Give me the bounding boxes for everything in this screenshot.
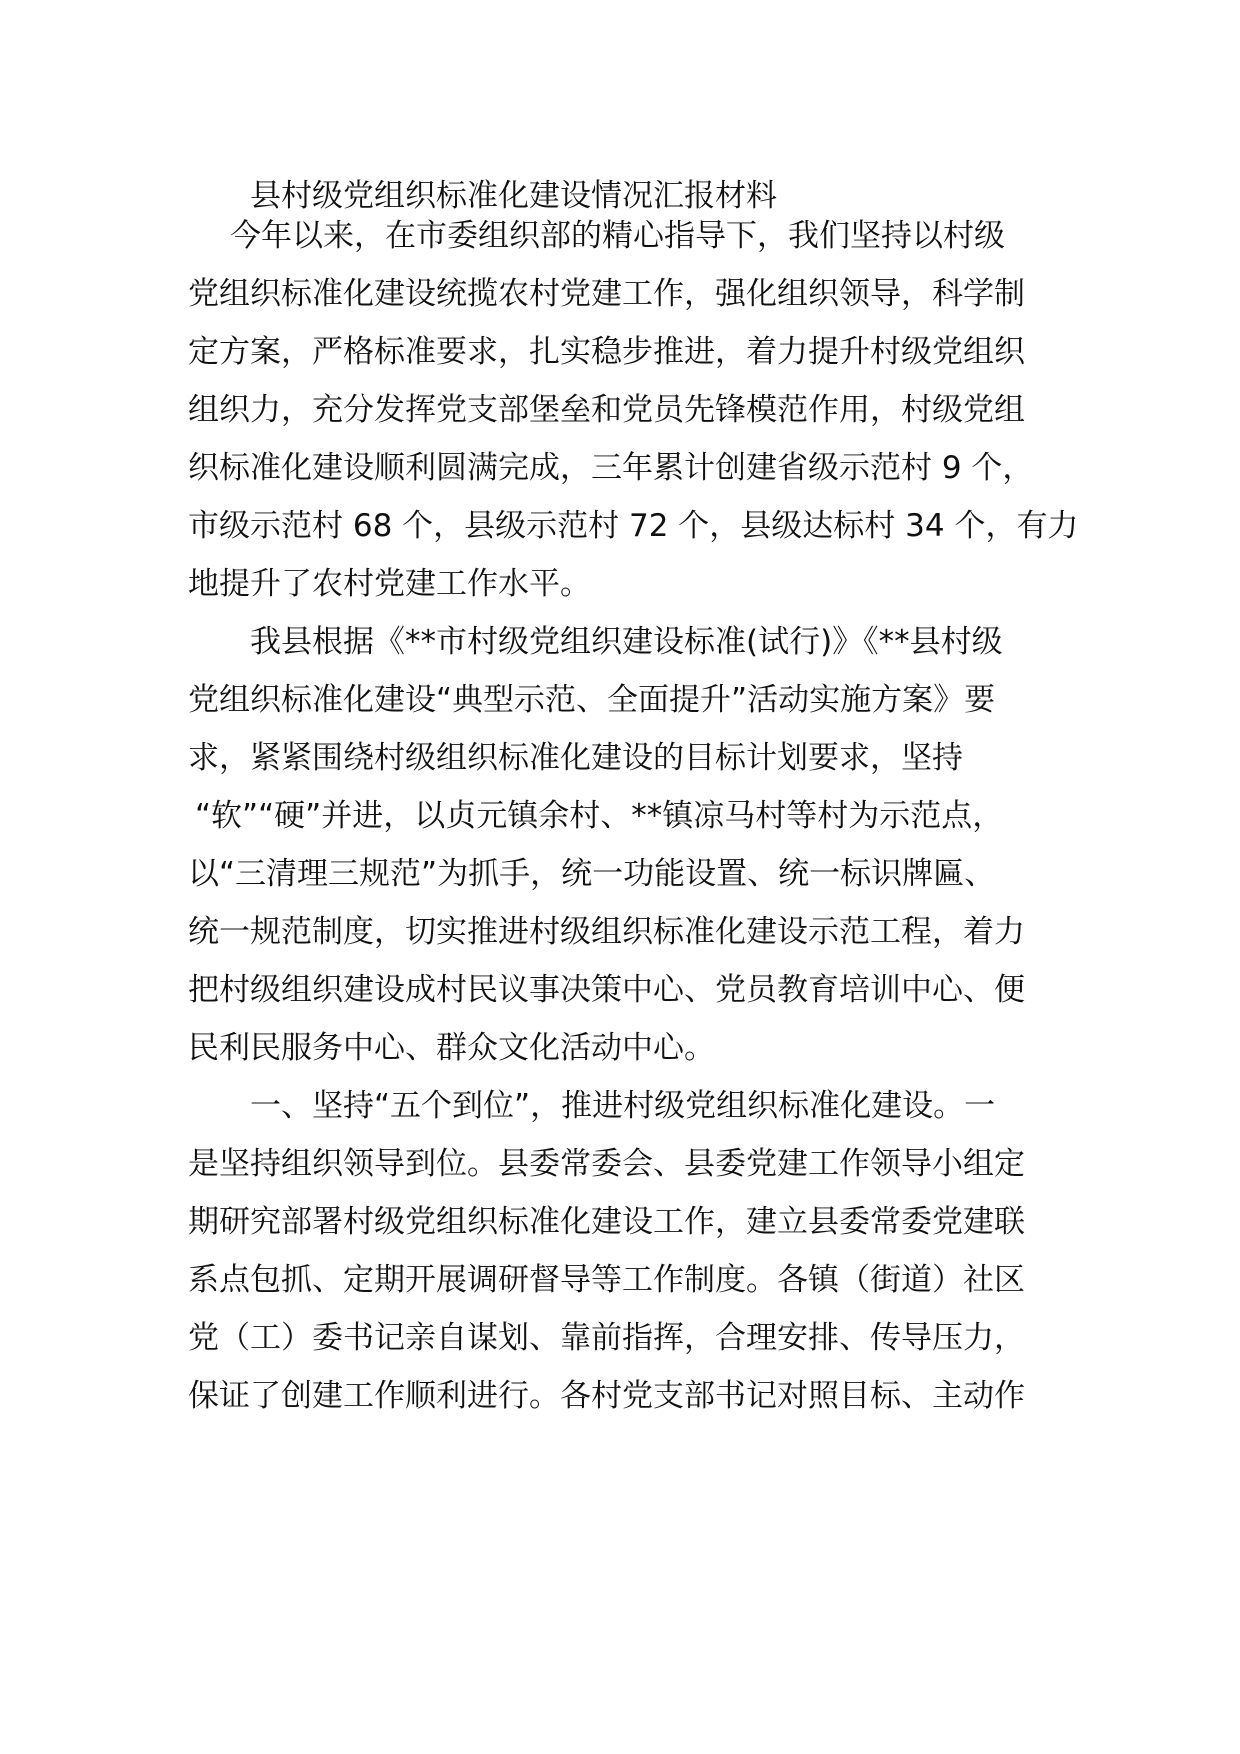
- paragraph-line: 党（工）委书记亲自谋划、靠前指挥，合理安排、传导压力，: [188, 1320, 1025, 1356]
- paragraph-line: 求，紧紧围绕村级组织标准化建设的目标计划要求，坚持: [188, 740, 963, 776]
- paragraph-line: 统一规范制度，切实推进村级组织标准化建设示范工程，着力: [188, 914, 1025, 950]
- paragraph-line: 市级示范村 68 个，县级示范村 72 个，县级达标村 34 个，有力: [188, 508, 1079, 544]
- paragraph-line: 党组织标准化建设“典型示范、全面提升”活动实施方案》要: [188, 682, 996, 718]
- paragraph-line: 保证了创建工作顺利进行。各村党支部书记对照目标、主动作: [188, 1378, 1025, 1414]
- paragraph-line: 定方案，严格标准要求，扎实稳步推进，着力提升村级党组织: [188, 334, 1025, 370]
- paragraph-line: 是坚持组织领导到位。县委常委会、县委党建工作领导小组定: [188, 1146, 1025, 1182]
- paragraph-line: 一、坚持“五个到位”，推进村级党组织标准化建设。一: [250, 1088, 996, 1124]
- paragraph-line: 组织力，充分发挥党支部堡垒和党员先锋模范作用，村级党组: [188, 392, 1025, 428]
- paragraph-line: 以“三清理三规范”为抓手，统一功能设置、统一标识牌匾、: [188, 856, 996, 892]
- paragraph-line: 系点包抓、定期开展调研督导等工作制度。各镇（街道）社区: [188, 1262, 1025, 1298]
- paragraph-line: 把村级组织建设成村民议事决策中心、党员教育培训中心、便: [188, 972, 1025, 1008]
- paragraph-line: 民利民服务中心、群众文化活动中心。: [188, 1030, 715, 1066]
- paragraph-line: “软”“硬”并进，以贞元镇余村、**镇凉马村等村为示范点，: [195, 798, 1004, 834]
- paragraph-line: 地提升了农村党建工作水平。: [188, 566, 591, 602]
- paragraph-line: 今年以来，在市委组织部的精心指导下，我们坚持以村级: [230, 218, 1005, 254]
- document-title: 县村级党组织标准化建设情况汇报材料: [250, 178, 777, 214]
- paragraph-line: 织标准化建设顺利圆满完成，三年累计创建省级示范村 9 个，: [188, 450, 1034, 486]
- paragraph-line: 党组织标准化建设统揽农村党建工作，强化组织领导，科学制: [188, 276, 1025, 312]
- paragraph-line: 期研究部署村级党组织标准化建设工作，建立县委常委党建联: [188, 1204, 1025, 1240]
- paragraph-line: 我县根据《**市村级党组织建设标准(试行)》《**县村级: [250, 624, 1003, 660]
